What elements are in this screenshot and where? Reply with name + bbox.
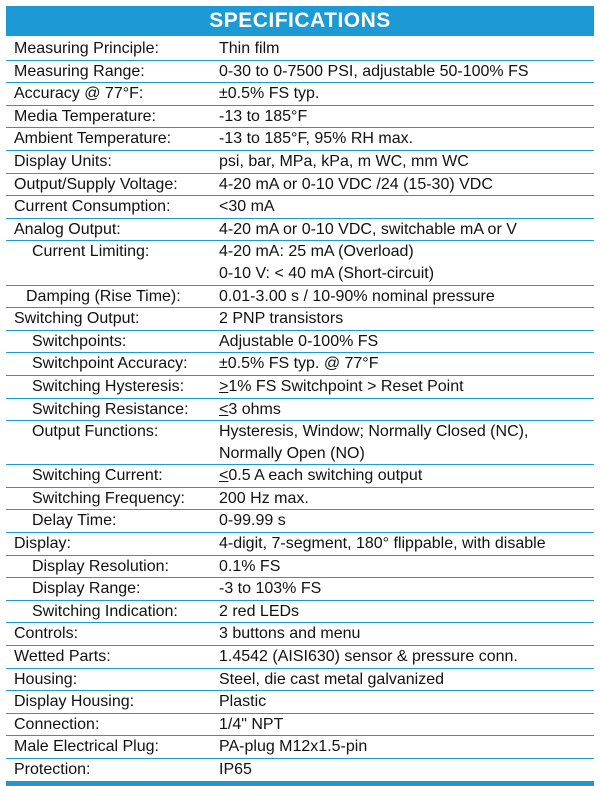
spec-value-line [219, 601, 594, 623]
spec-value-line [219, 174, 594, 196]
spec-label: Output/Supply Voltage: [14, 175, 178, 193]
spec-label: Measuring Range: [14, 62, 145, 80]
spec-row [6, 83, 594, 106]
spec-value [211, 421, 594, 464]
specifications-header: SPECIFICATIONS [6, 6, 594, 38]
spec-value [211, 691, 594, 713]
spec-value-line [219, 646, 594, 668]
spec-label: Display Housing: [14, 693, 135, 711]
spec-value [211, 601, 594, 623]
spec-value [211, 151, 594, 173]
spec-value-text: Thin film [219, 40, 280, 57]
spec-value [211, 83, 594, 105]
spec-value-text: 3 buttons and menu [219, 625, 361, 643]
spec-label: Current Limiting: [32, 243, 150, 261]
spec-value-text: PA-plug M12x1.5-pin [219, 738, 368, 756]
spec-value-text: Steel, die cast metal galvanized [219, 670, 445, 688]
spec-row [6, 578, 594, 601]
spec-value-line [219, 219, 594, 241]
spec-row [6, 376, 594, 399]
spec-label: Switching Output: [14, 310, 140, 328]
spec-row [6, 241, 594, 285]
spec-value-text: 0.1% FS [219, 557, 281, 575]
spec-value [211, 623, 594, 645]
spec-row [6, 61, 594, 84]
spec-value [211, 488, 594, 510]
spec-value [211, 196, 594, 218]
spec-label: Switching Resistance: [32, 400, 189, 418]
spec-value-text: ±0.5% FS typ. @ 77°F [219, 355, 379, 373]
spec-value-text: ±0.5% FS typ. [219, 85, 320, 103]
spec-row [6, 556, 594, 579]
spec-value-line [219, 353, 594, 375]
spec-label: Display Range: [32, 580, 141, 598]
spec-value-line [219, 286, 594, 308]
comparison-symbol: < [219, 467, 229, 485]
spec-row [6, 219, 594, 242]
spec-value-text: 0.01-3.00 s / 10-90% nominal pressure [219, 287, 495, 305]
spec-value [211, 128, 594, 150]
spec-value-line [219, 263, 594, 285]
spec-value-line [219, 443, 594, 465]
spec-value-line [219, 196, 594, 218]
comparison-symbol: > [219, 377, 229, 395]
spec-label: Analog Output: [14, 220, 121, 238]
spec-label: Measuring Principle: [14, 40, 159, 57]
spec-value-line [219, 83, 594, 105]
spec-value-text: 4-20 mA: 25 mA (Overload) [219, 243, 414, 261]
spec-value [211, 465, 594, 487]
spec-label: Protection: [14, 761, 91, 778]
spec-value [211, 353, 594, 375]
spec-value-text: 0.5 A each switching output [228, 467, 423, 485]
spec-value [211, 219, 594, 241]
spec-value-line [219, 38, 594, 60]
spec-value-text: <30 mA [219, 198, 275, 216]
spec-value-text: 0-30 to 0-7500 PSI, adjustable 50-100% FS [219, 62, 529, 80]
spec-row [6, 646, 594, 669]
spec-value-line [219, 533, 594, 555]
spec-value [211, 308, 594, 330]
spec-value-line [219, 399, 594, 421]
spec-value-line [219, 488, 594, 510]
spec-value-text: 0-10 V: < 40 mA (Short-circuit) [219, 264, 435, 282]
spec-value-text: Hysteresis, Window; Normally Closed (NC), [219, 423, 529, 441]
spec-row [6, 353, 594, 376]
spec-value [211, 286, 594, 308]
spec-label: Connection: [14, 715, 100, 733]
spec-value-text: 200 Hz max. [219, 489, 309, 507]
spec-row [6, 151, 594, 174]
spec-value-line [219, 510, 594, 532]
spec-label: Housing: [14, 670, 78, 688]
spec-value [211, 736, 594, 758]
spec-value-line [219, 128, 594, 150]
spec-value-text: -3 to 103% FS [219, 580, 322, 598]
spec-label: Display Resolution: [32, 557, 169, 575]
spec-value-line [219, 578, 594, 600]
spec-label: Switchpoints: [32, 332, 127, 350]
spec-row [6, 759, 594, 782]
spec-row [6, 106, 594, 129]
spec-row [6, 669, 594, 692]
spec-value [211, 106, 594, 128]
spec-label: Switching Frequency: [32, 489, 185, 507]
spec-label: Display Units: [14, 152, 112, 170]
spec-value-line [219, 331, 594, 353]
spec-value-text: 4-20 mA or 0-10 VDC, switchable mA or V [219, 220, 517, 238]
spec-value [211, 38, 594, 60]
spec-value-line [219, 465, 594, 487]
spec-value [211, 669, 594, 691]
spec-value-text: 2 red LEDs [219, 602, 300, 620]
spec-row [6, 623, 594, 646]
spec-row [6, 601, 594, 624]
spec-value-line [219, 61, 594, 83]
spec-value [211, 399, 594, 421]
spec-row [6, 38, 594, 61]
spec-label: Delay Time: [32, 512, 117, 530]
spec-value-text: 4-digit, 7-segment, 180° flippable, with disable [219, 535, 546, 553]
spec-value-line [219, 106, 594, 128]
spec-label: Current Consumption: [14, 198, 171, 216]
spec-label: Media Temperature: [14, 107, 156, 125]
spec-value [211, 533, 594, 555]
specifications-table [6, 6, 594, 786]
spec-value-line [219, 736, 594, 758]
spec-value-text: 1/4" NPT [219, 715, 284, 733]
spec-value-text: IP65 [219, 761, 252, 778]
spec-value-line [219, 714, 594, 736]
spec-rows [6, 38, 594, 782]
spec-row [6, 308, 594, 331]
spec-label: Display: [14, 535, 71, 553]
spec-label: Switchpoint Accuracy: [32, 355, 188, 373]
spec-row [6, 421, 594, 465]
spec-value-text: Plastic [219, 693, 267, 711]
spec-value [211, 331, 594, 353]
spec-value [211, 714, 594, 736]
spec-row [6, 736, 594, 759]
spec-row [6, 510, 594, 533]
spec-row [6, 331, 594, 354]
spec-value-text: 3 ohms [228, 400, 281, 418]
spec-value-text: -13 to 185°F [219, 107, 308, 125]
spec-value-text: Adjustable 0-100% FS [219, 332, 379, 350]
spec-value [211, 376, 594, 398]
spec-row [6, 691, 594, 714]
spec-label: Damping (Rise Time): [26, 287, 181, 305]
spec-label: Accuracy @ 77°F: [14, 85, 144, 103]
spec-value-line [219, 241, 594, 263]
spec-row [6, 465, 594, 488]
spec-value [211, 61, 594, 83]
spec-value-text: 1% FS Switchpoint > Reset Point [228, 377, 464, 395]
spec-label: Controls: [14, 625, 79, 643]
spec-value-line [219, 376, 594, 398]
spec-row [6, 174, 594, 197]
spec-value-line [219, 623, 594, 645]
spec-value [211, 556, 594, 578]
spec-row [6, 714, 594, 737]
spec-value-line [219, 151, 594, 173]
spec-value-line [219, 421, 594, 443]
spec-value-text: Normally Open (NO) [219, 444, 365, 462]
spec-row [6, 196, 594, 219]
spec-value [211, 646, 594, 668]
spec-label: Ambient Temperature: [14, 130, 172, 148]
spec-value-line [219, 669, 594, 691]
spec-value [211, 759, 594, 781]
spec-value [211, 578, 594, 600]
spec-value-text: 0-99.99 s [219, 512, 286, 530]
bottom-bar [6, 782, 594, 786]
spec-value-line [219, 308, 594, 330]
spec-value [211, 174, 594, 196]
spec-value-line [219, 556, 594, 578]
comparison-symbol: < [219, 400, 229, 418]
spec-value [211, 241, 594, 284]
spec-value [211, 510, 594, 532]
spec-row [6, 286, 594, 309]
spec-row [6, 128, 594, 151]
spec-row [6, 488, 594, 511]
spec-row [6, 533, 594, 556]
spec-value-text: -13 to 185°F, 95% RH max. [219, 130, 414, 148]
spec-value-text: psi, bar, MPa, kPa, m WC, mm WC [219, 152, 469, 170]
spec-label: Male Electrical Plug: [14, 738, 159, 756]
spec-label: Switching Indication: [32, 602, 178, 620]
spec-value-text: 2 PNP transistors [219, 310, 344, 328]
spec-label: Output Functions: [32, 423, 159, 441]
spec-value-line [219, 691, 594, 713]
spec-value-text: 1.4542 (AISI630) sensor & pressure conn. [219, 648, 518, 666]
spec-label: Switching Current: [32, 467, 163, 485]
spec-label: Switching Hysteresis: [32, 377, 185, 395]
spec-label: Wetted Parts: [14, 648, 111, 666]
spec-value-line [219, 759, 594, 781]
spec-row [6, 399, 594, 422]
spec-value-text: 4-20 mA or 0-10 VDC /24 (15-30) VDC [219, 175, 493, 193]
